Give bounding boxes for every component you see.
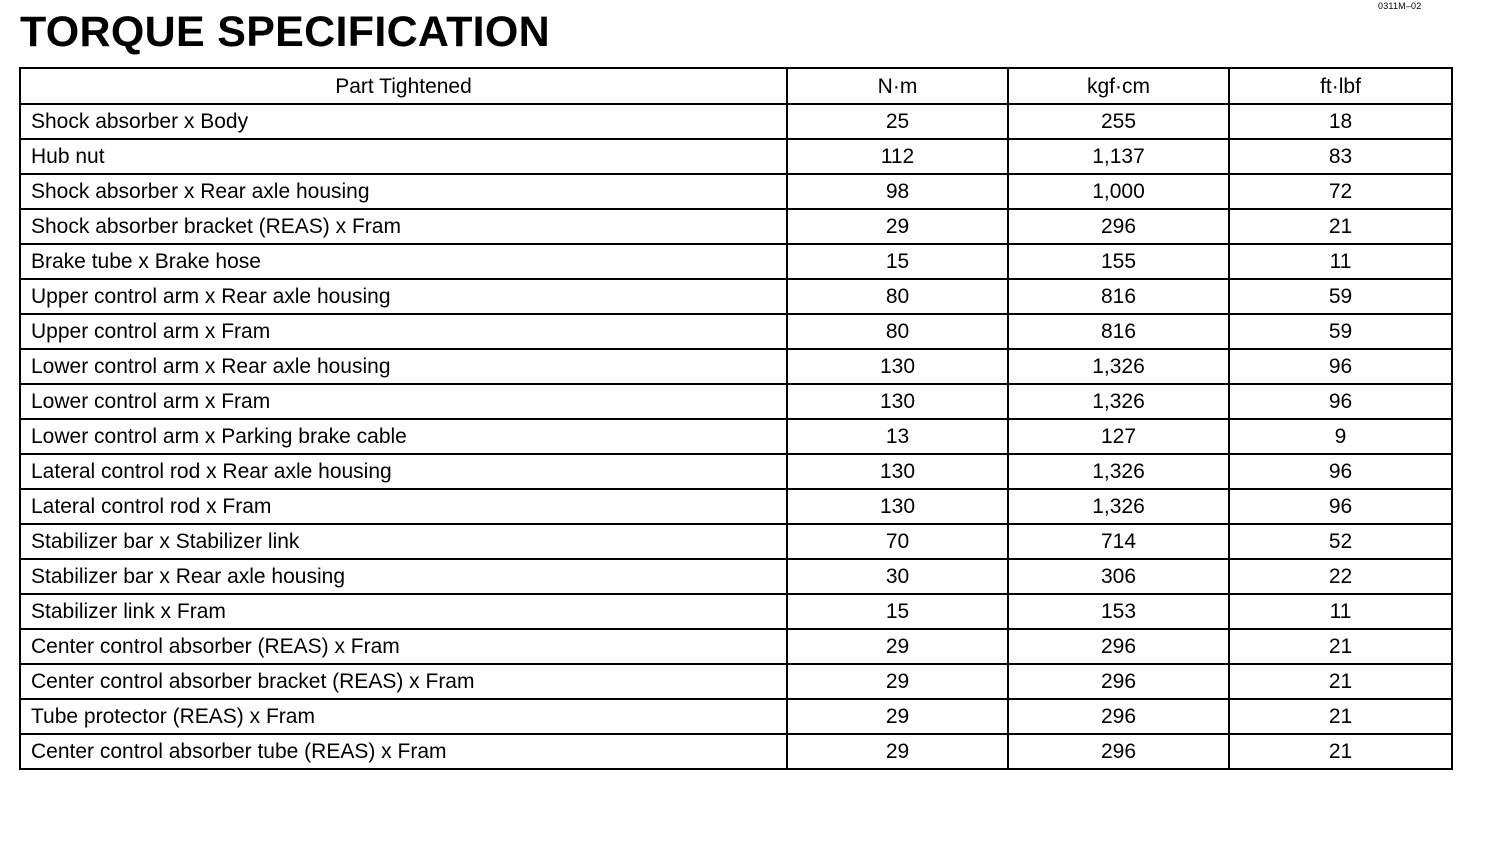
- kgf-cm-cell: 153: [1008, 594, 1229, 629]
- ft-lbf-cell: 21: [1229, 734, 1452, 769]
- table-row: [20, 699, 1452, 734]
- table-row: [20, 209, 1452, 244]
- nm-cell: 130: [787, 384, 1008, 419]
- kgf-cm-cell: 1,326: [1008, 349, 1229, 384]
- nm-cell: 130: [787, 489, 1008, 524]
- table-row: [20, 664, 1452, 699]
- table-row: [20, 524, 1452, 559]
- part-cell: Center control absorber tube (REAS) x Fram: [20, 734, 787, 769]
- part-cell: Stabilizer link x Fram: [20, 594, 787, 629]
- part-cell: Center control absorber bracket (REAS) x Fram: [20, 664, 787, 699]
- table-row: [20, 314, 1452, 349]
- part-cell: Upper control arm x Rear axle housing: [20, 279, 787, 314]
- kgf-cm-cell: 1,000: [1008, 174, 1229, 209]
- header-part-tightened: Part Tightened: [20, 68, 787, 104]
- ft-lbf-cell: 22: [1229, 559, 1452, 594]
- kgf-cm-cell: 816: [1008, 279, 1229, 314]
- table-row: [20, 489, 1452, 524]
- nm-cell: 29: [787, 699, 1008, 734]
- table-body: [20, 104, 1452, 769]
- nm-cell: 25: [787, 104, 1008, 139]
- nm-cell: 70: [787, 524, 1008, 559]
- nm-cell: 29: [787, 664, 1008, 699]
- ft-lbf-cell: 96: [1229, 349, 1452, 384]
- ft-lbf-cell: 21: [1229, 699, 1452, 734]
- table-row: [20, 139, 1452, 174]
- part-cell: Lower control arm x Rear axle housing: [20, 349, 787, 384]
- kgf-cm-cell: 296: [1008, 209, 1229, 244]
- table-row: [20, 104, 1452, 139]
- part-cell: Center control absorber (REAS) x Fram: [20, 629, 787, 664]
- header-ft-lbf: ft·lbf: [1229, 68, 1452, 104]
- part-cell: Shock absorber x Rear axle housing: [20, 174, 787, 209]
- table-row: [20, 594, 1452, 629]
- ft-lbf-cell: 96: [1229, 489, 1452, 524]
- ft-lbf-cell: 9: [1229, 419, 1452, 454]
- nm-cell: 30: [787, 559, 1008, 594]
- part-cell: Hub nut: [20, 139, 787, 174]
- ft-lbf-cell: 52: [1229, 524, 1452, 559]
- kgf-cm-cell: 296: [1008, 664, 1229, 699]
- table-row: [20, 174, 1452, 209]
- table-row: [20, 244, 1452, 279]
- table-row: [20, 349, 1452, 384]
- part-cell: Tube protector (REAS) x Fram: [20, 699, 787, 734]
- nm-cell: 29: [787, 629, 1008, 664]
- kgf-cm-cell: 1,326: [1008, 454, 1229, 489]
- kgf-cm-cell: 127: [1008, 419, 1229, 454]
- ft-lbf-cell: 21: [1229, 209, 1452, 244]
- kgf-cm-cell: 1,137: [1008, 139, 1229, 174]
- kgf-cm-cell: 1,326: [1008, 489, 1229, 524]
- kgf-cm-cell: 255: [1008, 104, 1229, 139]
- part-cell: Brake tube x Brake hose: [20, 244, 787, 279]
- kgf-cm-cell: 1,326: [1008, 384, 1229, 419]
- part-cell: Shock absorber x Body: [20, 104, 787, 139]
- nm-cell: 29: [787, 209, 1008, 244]
- page-title: TORQUE SPECIFICATION: [20, 8, 550, 56]
- header-nm: N·m: [787, 68, 1008, 104]
- kgf-cm-cell: 155: [1008, 244, 1229, 279]
- ft-lbf-cell: 96: [1229, 454, 1452, 489]
- ft-lbf-cell: 21: [1229, 664, 1452, 699]
- table-row: [20, 419, 1452, 454]
- ft-lbf-cell: 11: [1229, 244, 1452, 279]
- table-row: [20, 734, 1452, 769]
- nm-cell: 130: [787, 349, 1008, 384]
- nm-cell: 15: [787, 244, 1008, 279]
- part-cell: Lower control arm x Fram: [20, 384, 787, 419]
- table-row: [20, 454, 1452, 489]
- kgf-cm-cell: 816: [1008, 314, 1229, 349]
- ft-lbf-cell: 72: [1229, 174, 1452, 209]
- nm-cell: 29: [787, 734, 1008, 769]
- table-row: [20, 279, 1452, 314]
- kgf-cm-cell: 296: [1008, 699, 1229, 734]
- kgf-cm-cell: 296: [1008, 734, 1229, 769]
- nm-cell: 80: [787, 279, 1008, 314]
- nm-cell: 98: [787, 174, 1008, 209]
- table-row: [20, 559, 1452, 594]
- nm-cell: 15: [787, 594, 1008, 629]
- ft-lbf-cell: 96: [1229, 384, 1452, 419]
- kgf-cm-cell: 296: [1008, 629, 1229, 664]
- kgf-cm-cell: 306: [1008, 559, 1229, 594]
- part-cell: Stabilizer bar x Stabilizer link: [20, 524, 787, 559]
- part-cell: Lateral control rod x Fram: [20, 489, 787, 524]
- ft-lbf-cell: 21: [1229, 629, 1452, 664]
- nm-cell: 112: [787, 139, 1008, 174]
- header-kgf-cm: kgf·cm: [1008, 68, 1229, 104]
- part-cell: Stabilizer bar x Rear axle housing: [20, 559, 787, 594]
- ft-lbf-cell: 11: [1229, 594, 1452, 629]
- part-cell: Lateral control rod x Rear axle housing: [20, 454, 787, 489]
- nm-cell: 130: [787, 454, 1008, 489]
- ft-lbf-cell: 59: [1229, 314, 1452, 349]
- part-cell: Lower control arm x Parking brake cable: [20, 419, 787, 454]
- ft-lbf-cell: 18: [1229, 104, 1452, 139]
- ft-lbf-cell: 83: [1229, 139, 1452, 174]
- nm-cell: 80: [787, 314, 1008, 349]
- part-cell: Shock absorber bracket (REAS) x Fram: [20, 209, 787, 244]
- table-row: [20, 384, 1452, 419]
- ft-lbf-cell: 59: [1229, 279, 1452, 314]
- nm-cell: 13: [787, 419, 1008, 454]
- kgf-cm-cell: 714: [1008, 524, 1229, 559]
- part-cell: Upper control arm x Fram: [20, 314, 787, 349]
- table-header-row: [20, 68, 1452, 104]
- torque-specification-table: [19, 67, 1453, 770]
- table-row: [20, 629, 1452, 664]
- document-code: 0311M–02: [1378, 1, 1422, 11]
